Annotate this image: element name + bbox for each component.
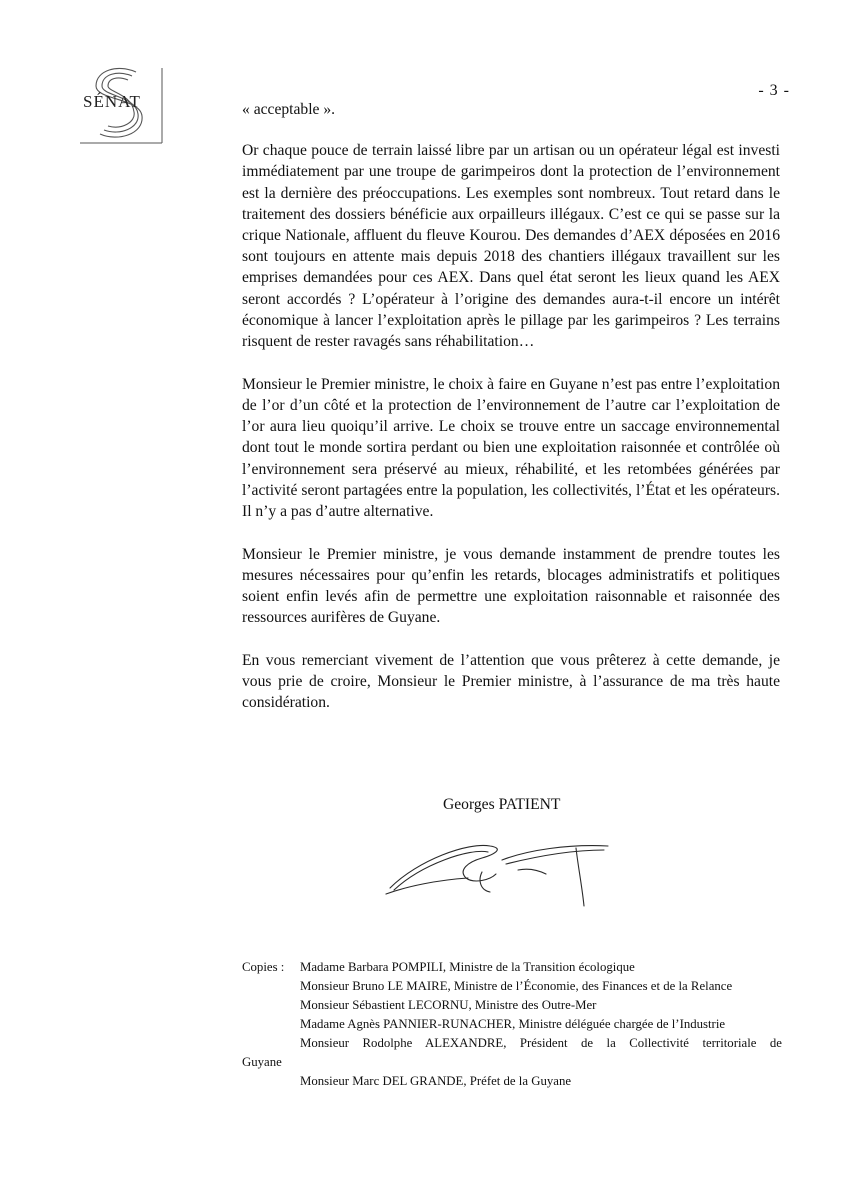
- paragraph-continuation: « acceptable ».: [242, 101, 336, 118]
- copy-entry-continuation: Guyane: [242, 1055, 282, 1069]
- copy-entry: Monsieur Marc DEL GRANDE, Préfet de la Guyane: [300, 1074, 572, 1088]
- paragraph-garimpeiros: Or chaque pouce de terrain laissé libre par un artisan ou un opérateur légal est investi immédiatement par une troupe de garimpeiros dont la protection de l’environnement est la dernière des préoccupations. Les exemples sont nombreux. Tout retard dans le traitement des dossiers bénéficie aux orpailleurs illégaux. C’est ce qui se passe sur la crique Nationale, affluent du fleuve Kourou. Des demandes d’AEX déposées en 2016 sont toujours en attente mais depuis 2018 des chantiers illégaux travaillent sur les emprises demandées pour ces AEX. Dans quel état seront les lieux quand les AEX seront accordés ? L’opérateur à l’origine des demandes aura-t-il encore un intérêt économique à lancer l’exploitation après le pillage par les garimpeiros ? Les terrains risquent de rester ravagés sans réhabilitation…: [242, 142, 780, 351]
- page-number: - 3 -: [758, 82, 790, 99]
- copy-entry: Monsieur Bruno LE MAIRE, Ministre de l’Économie, des Finances et de la Relance: [300, 979, 733, 993]
- svg-text:SÉNAT: SÉNAT: [83, 92, 141, 111]
- copies-list: [242, 958, 782, 1091]
- letter-body: [242, 99, 780, 735]
- signer-name: Georges PATIENT: [443, 796, 561, 813]
- copies-label: Copies :: [242, 960, 285, 974]
- senat-logo: [78, 62, 164, 146]
- paragraph-request: Monsieur le Premier ministre, je vous demande instamment de prendre toutes les mesures nécessaires pour qu’enfin les retards, blocages administratifs et politiques soient enfin levés afin de permettre une exploitation raisonnable et raisonnée des ressources aurifères de Guyane.: [242, 545, 780, 627]
- copy-entry: Madame Barbara POMPILI, Ministre de la Transition écologique: [300, 960, 635, 974]
- copy-entry: Monsieur Rodolphe ALEXANDRE, Président de la Collectivité territoriale de: [300, 1036, 782, 1050]
- paragraph-choice: Monsieur le Premier ministre, le choix à faire en Guyane n’est pas entre l’exploitation de l’or d’un côté et la protection de l’environnement de l’autre car l’exploitation de l’or aura lieu quoiqu’il arrive. Le choix se trouve entre un saccage environnemental dont tout le monde sortira perdant ou bien une exploitation raisonnée et contrôlée où l’environnement sera préservé au mieux, réhabilité, et les retombées générées par l’activité seront partagées entre la population, les collectivités, l’État et les opérateurs. Il n’y a pas d’autre alternative.: [242, 375, 780, 520]
- copy-entry: Monsieur Sébastient LECORNU, Ministre des Outre-Mer: [300, 998, 597, 1012]
- paragraph-closing: En vous remerciant vivement de l’attention que vous prêterez à cette demande, je vous prie de croire, Monsieur le Premier ministre, à l’assurance de ma très haute considération.: [242, 651, 780, 712]
- handwritten-signature: [378, 820, 618, 920]
- copy-entry: Madame Agnès PANNIER-RUNACHER, Ministre déléguée chargée de l’Industrie: [300, 1017, 726, 1031]
